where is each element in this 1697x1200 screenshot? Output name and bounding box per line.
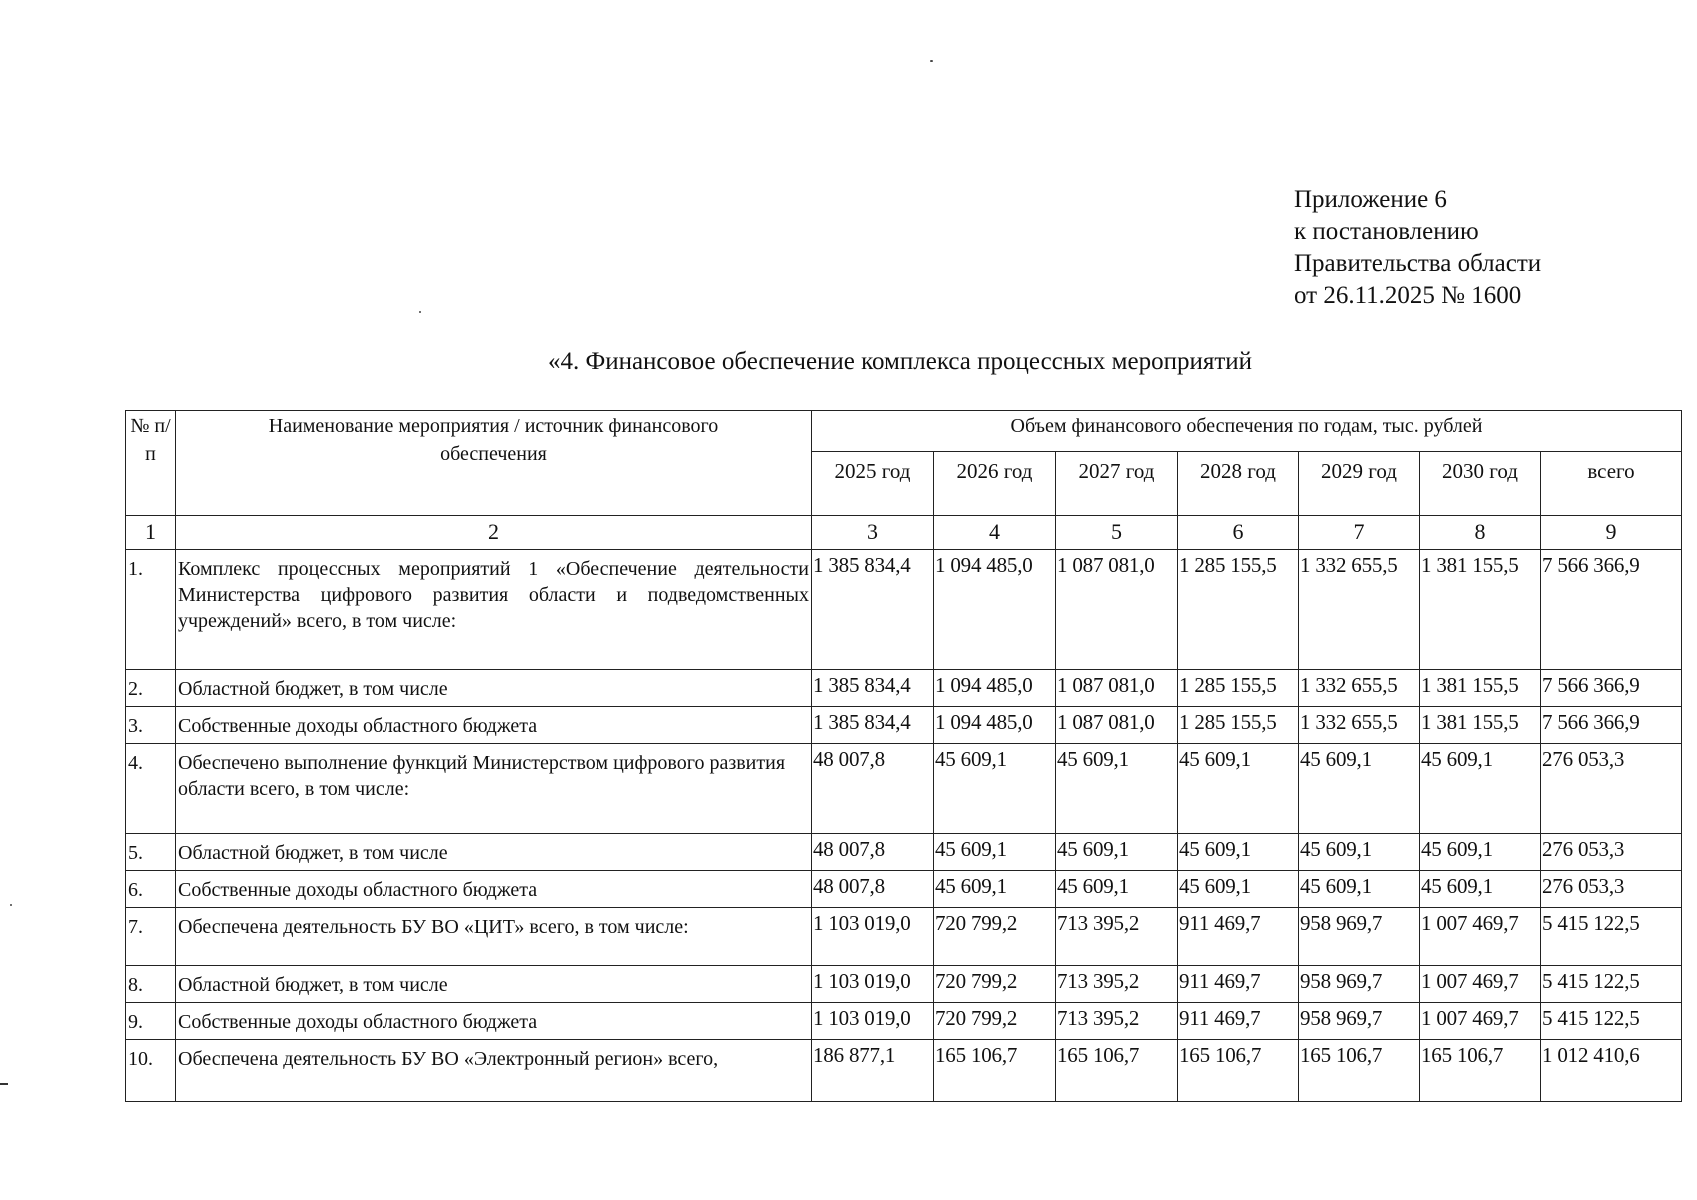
row-value: 1 103 019,0 [812,908,934,966]
row-value: 165 106,7 [1056,1040,1178,1102]
row-value: 45 609,1 [1056,744,1178,834]
row-value: 48 007,8 [812,834,934,871]
row-value: 165 106,7 [1178,1040,1299,1102]
row-value: 1 332 655,5 [1299,707,1420,744]
row-value-total: 5 415 122,5 [1541,908,1682,966]
table-row [126,834,1682,871]
row-value-total: 276 053,3 [1541,744,1682,834]
table-row [126,1003,1682,1040]
row-number: 3. [126,707,176,744]
column-index: 7 [1299,516,1420,550]
appendix-line: Приложение 6 [1294,186,1447,213]
row-value: 1 094 485,0 [934,550,1056,670]
column-index-row [126,516,1682,550]
row-number: 9. [126,1003,176,1040]
row-value: 1 087 081,0 [1056,550,1178,670]
row-value: 48 007,8 [812,871,934,908]
row-value: 720 799,2 [934,966,1056,1003]
row-name: Обеспечена деятельность БУ ВО «ЦИТ» всего, в том числе: [176,908,812,966]
row-value: 1 285 155,5 [1178,707,1299,744]
row-value: 45 609,1 [1299,744,1420,834]
table-row [126,707,1682,744]
row-value: 1 007 469,7 [1420,908,1541,966]
row-value: 45 609,1 [1178,744,1299,834]
appendix-line: к постановлению [1294,218,1479,245]
row-value-total: 5 415 122,5 [1541,966,1682,1003]
row-value: 165 106,7 [1420,1040,1541,1102]
table-row [126,550,1682,670]
row-value: 1 285 155,5 [1178,550,1299,670]
row-value: 1 007 469,7 [1420,1003,1541,1040]
row-value-total: 1 012 410,6 [1541,1040,1682,1102]
row-value: 1 087 081,0 [1056,670,1178,707]
row-value: 45 609,1 [1420,744,1541,834]
row-value: 713 395,2 [1056,908,1178,966]
row-value: 45 609,1 [1299,834,1420,871]
row-value-total: 276 053,3 [1541,871,1682,908]
header-name: Наименование мероприятия / источник финансового обеспечения [176,411,812,516]
row-number: 2. [126,670,176,707]
row-name: Собственные доходы областного бюджета [176,1003,812,1040]
row-value: 45 609,1 [934,744,1056,834]
row-value: 713 395,2 [1056,966,1178,1003]
row-value: 1 103 019,0 [812,966,934,1003]
row-value-total: 7 566 366,9 [1541,550,1682,670]
row-number: 7. [126,908,176,966]
row-value: 48 007,8 [812,744,934,834]
column-index: 8 [1420,516,1541,550]
row-name: Собственные доходы областного бюджета [176,707,812,744]
table-row [126,871,1682,908]
appendix-line: от 26.11.2025 № 1600 [1294,282,1522,309]
scan-speck [930,60,933,62]
row-value: 720 799,2 [934,1003,1056,1040]
row-value: 713 395,2 [1056,1003,1178,1040]
header-no: № п/п [126,411,176,516]
row-value-total: 7 566 366,9 [1541,670,1682,707]
row-number: 1. [126,550,176,670]
header-year-total: всего [1541,452,1682,516]
row-name: Областной бюджет, в том числе [176,834,812,871]
header-year: 2029 год [1299,452,1420,516]
table-row [126,670,1682,707]
row-number: 10. [126,1040,176,1102]
row-value: 958 969,7 [1299,1003,1420,1040]
row-number: 8. [126,966,176,1003]
header-volume: Объем финансового обеспечения по годам, тыс. рублей [812,411,1682,452]
header-year: 2025 год [812,452,934,516]
row-value: 45 609,1 [1299,871,1420,908]
row-number: 6. [126,871,176,908]
row-value: 1 094 485,0 [934,670,1056,707]
financing-table [125,410,1682,1102]
row-value: 165 106,7 [934,1040,1056,1102]
row-value: 186 877,1 [812,1040,934,1102]
column-index: 3 [812,516,934,550]
row-value: 45 609,1 [1178,871,1299,908]
document-title: «4. Финансовое обеспечение комплекса процессных мероприятий [547,348,1253,375]
row-value: 45 609,1 [1420,834,1541,871]
row-name: Областной бюджет, в том числе [176,966,812,1003]
row-name: Обеспечена деятельность БУ ВО «Электронный регион» всего, [176,1040,812,1102]
table-row [126,1040,1682,1102]
row-value: 720 799,2 [934,908,1056,966]
row-value: 1 087 081,0 [1056,707,1178,744]
header-year: 2030 год [1420,452,1541,516]
scan-speck [419,311,421,313]
column-index: 9 [1541,516,1682,550]
row-value: 1 007 469,7 [1420,966,1541,1003]
row-value: 1 381 155,5 [1420,550,1541,670]
row-value: 1 385 834,4 [812,707,934,744]
row-value: 1 094 485,0 [934,707,1056,744]
row-value: 1 103 019,0 [812,1003,934,1040]
table-row [126,744,1682,834]
row-value: 45 609,1 [934,871,1056,908]
row-value: 911 469,7 [1178,908,1299,966]
header-row-top [126,411,1682,452]
row-value: 911 469,7 [1178,1003,1299,1040]
row-number: 5. [126,834,176,871]
scan-speck [10,904,12,906]
row-value: 1 381 155,5 [1420,670,1541,707]
row-name: Обеспечено выполнение функций Министерством цифрового развития области всего, в том числе: [176,744,812,834]
column-index: 6 [1178,516,1299,550]
column-index: 2 [176,516,812,550]
row-name: Областной бюджет, в том числе [176,670,812,707]
row-number: 4. [126,744,176,834]
row-value: 911 469,7 [1178,966,1299,1003]
row-value: 958 969,7 [1299,966,1420,1003]
column-index: 5 [1056,516,1178,550]
row-value-total: 7 566 366,9 [1541,707,1682,744]
row-value: 1 385 834,4 [812,550,934,670]
row-name: Комплекс процессных мероприятий 1 «Обеспечение деятельности Министерства цифрового развития области и подведомственных учреждений» всего, в том числе: [176,550,812,670]
row-value: 165 106,7 [1299,1040,1420,1102]
row-value: 958 969,7 [1299,908,1420,966]
row-name: Собственные доходы областного бюджета [176,871,812,908]
row-value: 1 381 155,5 [1420,707,1541,744]
row-value: 1 285 155,5 [1178,670,1299,707]
header-year: 2028 год [1178,452,1299,516]
scan-edge-mark [0,1083,8,1085]
row-value: 1 385 834,4 [812,670,934,707]
row-value-total: 5 415 122,5 [1541,1003,1682,1040]
row-value: 45 609,1 [934,834,1056,871]
column-index: 4 [934,516,1056,550]
column-index: 1 [126,516,176,550]
row-value: 45 609,1 [1056,834,1178,871]
header-year: 2027 год [1056,452,1178,516]
appendix-block [1294,184,1541,312]
table-row [126,966,1682,1003]
appendix-line: Правительства области [1294,250,1542,277]
row-value-total: 276 053,3 [1541,834,1682,871]
row-value: 45 609,1 [1420,871,1541,908]
table-row [126,908,1682,966]
row-value: 1 332 655,5 [1299,670,1420,707]
header-year: 2026 год [934,452,1056,516]
row-value: 45 609,1 [1178,834,1299,871]
row-value: 45 609,1 [1056,871,1178,908]
row-value: 1 332 655,5 [1299,550,1420,670]
